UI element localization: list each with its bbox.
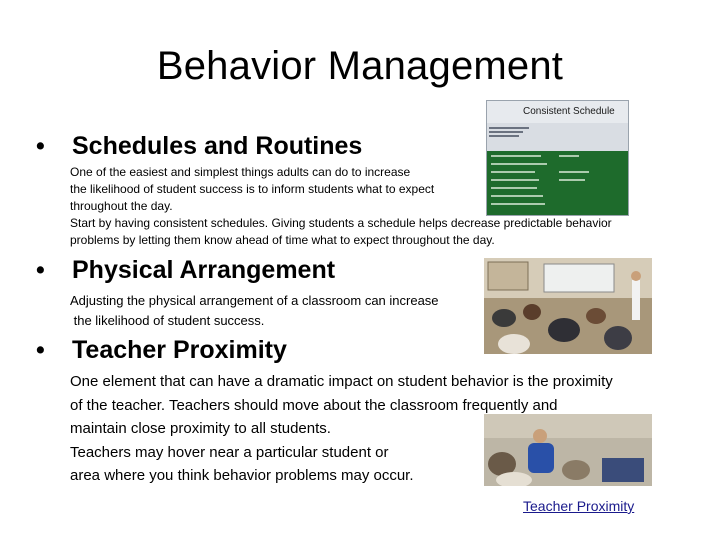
teacher-proximity-link[interactable]: Teacher Proximity bbox=[523, 498, 635, 514]
schedule-list-blur bbox=[489, 125, 541, 151]
body-line: Adjusting the physical arrangement of a classroom can increase bbox=[70, 293, 439, 308]
body-line: of the teacher. Teachers should move about the classroom frequently and bbox=[70, 396, 558, 414]
body-line: Start by having consistent schedules. Giving students a schedule helps decrease predictable behavior bbox=[70, 216, 612, 230]
section-heading-label: Teacher Proximity bbox=[72, 336, 287, 364]
slide-title: Behavior Management bbox=[156, 44, 564, 88]
schedule-image bbox=[486, 100, 629, 216]
body-line: the likelihood of student success. bbox=[70, 313, 265, 328]
body-line: the likelihood of student success is to inform students what to expect bbox=[70, 182, 435, 196]
bullet-dot: • bbox=[36, 336, 45, 364]
schedule-header bbox=[487, 101, 628, 123]
classroom-image bbox=[484, 258, 652, 354]
section-heading-proximity bbox=[36, 336, 287, 365]
teacher-photo-icon bbox=[484, 414, 652, 486]
classroom-photo-icon bbox=[484, 258, 652, 354]
body-line: throughout the day. bbox=[70, 199, 173, 213]
body-line: maintain close proximity to all students. bbox=[70, 420, 331, 437]
physical-body bbox=[70, 291, 439, 331]
body-line: Teachers may hover near a particular student or bbox=[70, 443, 389, 461]
body-line: One of the easiest and simplest things adults can do to increase bbox=[70, 165, 411, 179]
section-heading-schedules bbox=[36, 132, 362, 161]
schedule-header-text: Consistent Schedule bbox=[523, 106, 615, 117]
section-heading-label: Schedules and Routines bbox=[72, 132, 363, 160]
bullet-dot: • bbox=[36, 256, 45, 284]
body-line: area where you think behavior problems may occur. bbox=[70, 467, 414, 484]
bullet-dot: • bbox=[36, 132, 45, 160]
section-heading-physical bbox=[36, 256, 335, 285]
section-heading-label: Physical Arrangement bbox=[72, 256, 336, 284]
teacher-image bbox=[484, 414, 652, 486]
body-line: One element that can have a dramatic impact on student behavior is the proximity bbox=[70, 373, 613, 390]
body-line: problems by letting them know ahead of time what to expect throughout the day. bbox=[70, 233, 495, 247]
schedule-board bbox=[487, 151, 628, 215]
